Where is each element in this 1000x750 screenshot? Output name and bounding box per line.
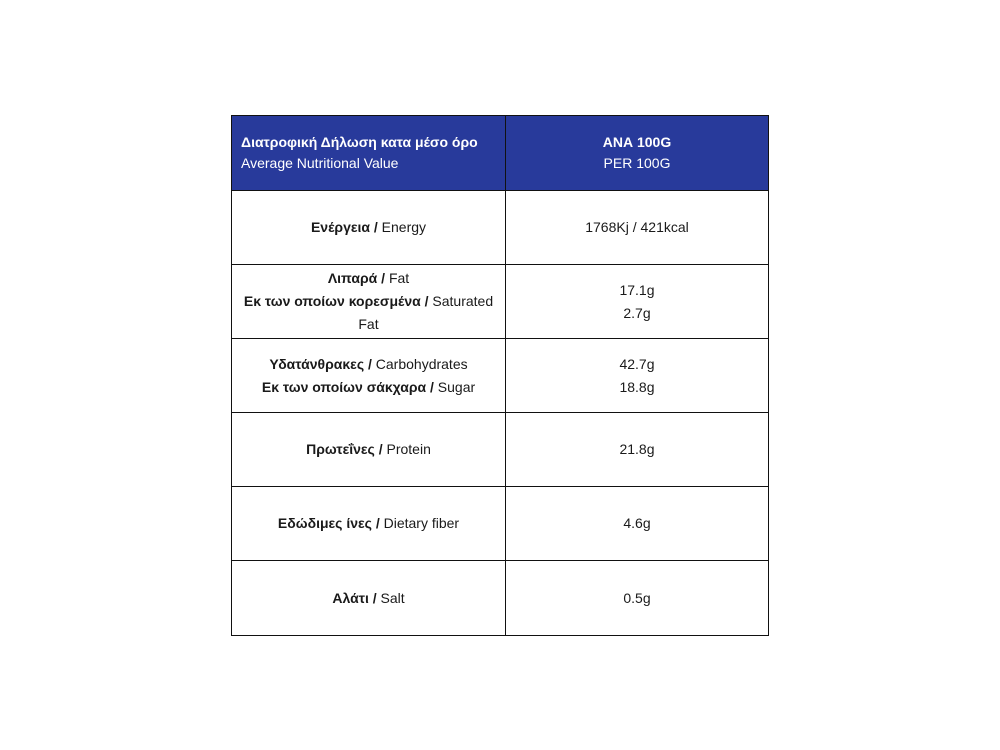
nutrient-value-cell <box>506 339 768 412</box>
nutrient-value-cell <box>506 265 768 338</box>
nutrient-label <box>269 353 467 376</box>
nutrient-separator: / <box>370 219 382 235</box>
header-title-english: Average Nutritional Value <box>241 155 399 171</box>
nutrient-value: 1768Kj / 421kcal <box>585 219 689 235</box>
nutrient-label-cell <box>232 413 506 486</box>
nutrient-label-cell <box>232 339 506 412</box>
nutrient-value: 18.8g <box>619 378 655 395</box>
nutrient-value: 4.6g <box>623 515 651 531</box>
nutrient-name-english: Salt <box>380 589 405 606</box>
nutrient-label-cell <box>232 265 506 338</box>
nutrient-name-greek: Λιπαρά <box>327 270 378 286</box>
nutrient-label <box>332 587 404 610</box>
nutrient-value-cell <box>506 413 768 486</box>
table-row <box>232 413 768 487</box>
nutrient-separator: / <box>374 441 387 457</box>
nutrient-value-cell <box>506 487 768 560</box>
table-row <box>232 561 768 635</box>
nutrient-name-english: Sugar <box>437 378 476 395</box>
nutrient-label <box>311 216 426 239</box>
nutrient-label-cell <box>232 561 506 635</box>
nutrient-name-english: Saturated Fat <box>358 293 494 332</box>
nutrient-label <box>328 267 409 290</box>
table-row <box>232 191 768 265</box>
nutrient-value: 21.8g <box>619 441 655 457</box>
nutrient-label <box>232 290 505 336</box>
nutrient-label <box>262 376 475 399</box>
nutrient-name-english: Fat <box>388 270 410 286</box>
nutrient-name-english: Energy <box>381 219 427 235</box>
nutrient-value-cell <box>506 191 768 264</box>
nutrient-name-english: Protein <box>386 441 431 457</box>
nutrient-value: 42.7g <box>619 355 655 372</box>
nutrient-separator: / <box>377 270 389 286</box>
nutrient-separator: / <box>420 293 433 309</box>
nutrient-value-cell <box>506 561 768 635</box>
nutrient-label <box>278 512 459 535</box>
nutrient-value: 2.7g <box>623 304 651 321</box>
header-title-greek: Διατροφική Δήλωση κατα μέσο όρο <box>241 134 478 150</box>
header-per-english: PER 100G <box>603 155 671 171</box>
nutrient-separator: / <box>371 515 384 531</box>
nutrient-label <box>306 438 431 461</box>
nutrient-value: 0.5g <box>623 589 651 606</box>
table-header-row <box>232 116 768 191</box>
nutrition-table <box>231 115 769 636</box>
header-per-cell <box>506 116 768 190</box>
table-row <box>232 487 768 561</box>
nutrient-name-english: Dietary fiber <box>383 515 460 531</box>
nutrient-separator: / <box>364 355 376 372</box>
nutrient-name-english: Carbohydrates <box>375 355 468 372</box>
header-per-greek: ΑΝΑ 100G <box>602 134 672 150</box>
nutrient-name-greek: Ενέργεια <box>310 219 370 235</box>
nutrient-value: 17.1g <box>619 281 655 298</box>
nutrient-separator: / <box>368 589 381 606</box>
nutrient-separator: / <box>426 378 438 395</box>
nutrient-name-greek: Αλάτι <box>332 589 369 606</box>
nutrient-name-greek: Πρωτεΐνες <box>306 441 375 457</box>
table-row <box>232 339 768 413</box>
nutrient-label-cell <box>232 487 506 560</box>
nutrient-label-cell <box>232 191 506 264</box>
nutrient-name-greek: Εκ των οποίων σάκχαρα <box>261 378 427 395</box>
header-label-cell <box>232 116 506 190</box>
table-body <box>232 191 768 635</box>
nutrient-name-greek: Εδώδιμες ίνες <box>277 515 372 531</box>
table-row <box>232 265 768 339</box>
nutrient-name-greek: Υδατάνθρακες <box>269 355 365 372</box>
nutrient-name-greek: Εκ των οποίων κορεσμένα <box>243 293 421 309</box>
